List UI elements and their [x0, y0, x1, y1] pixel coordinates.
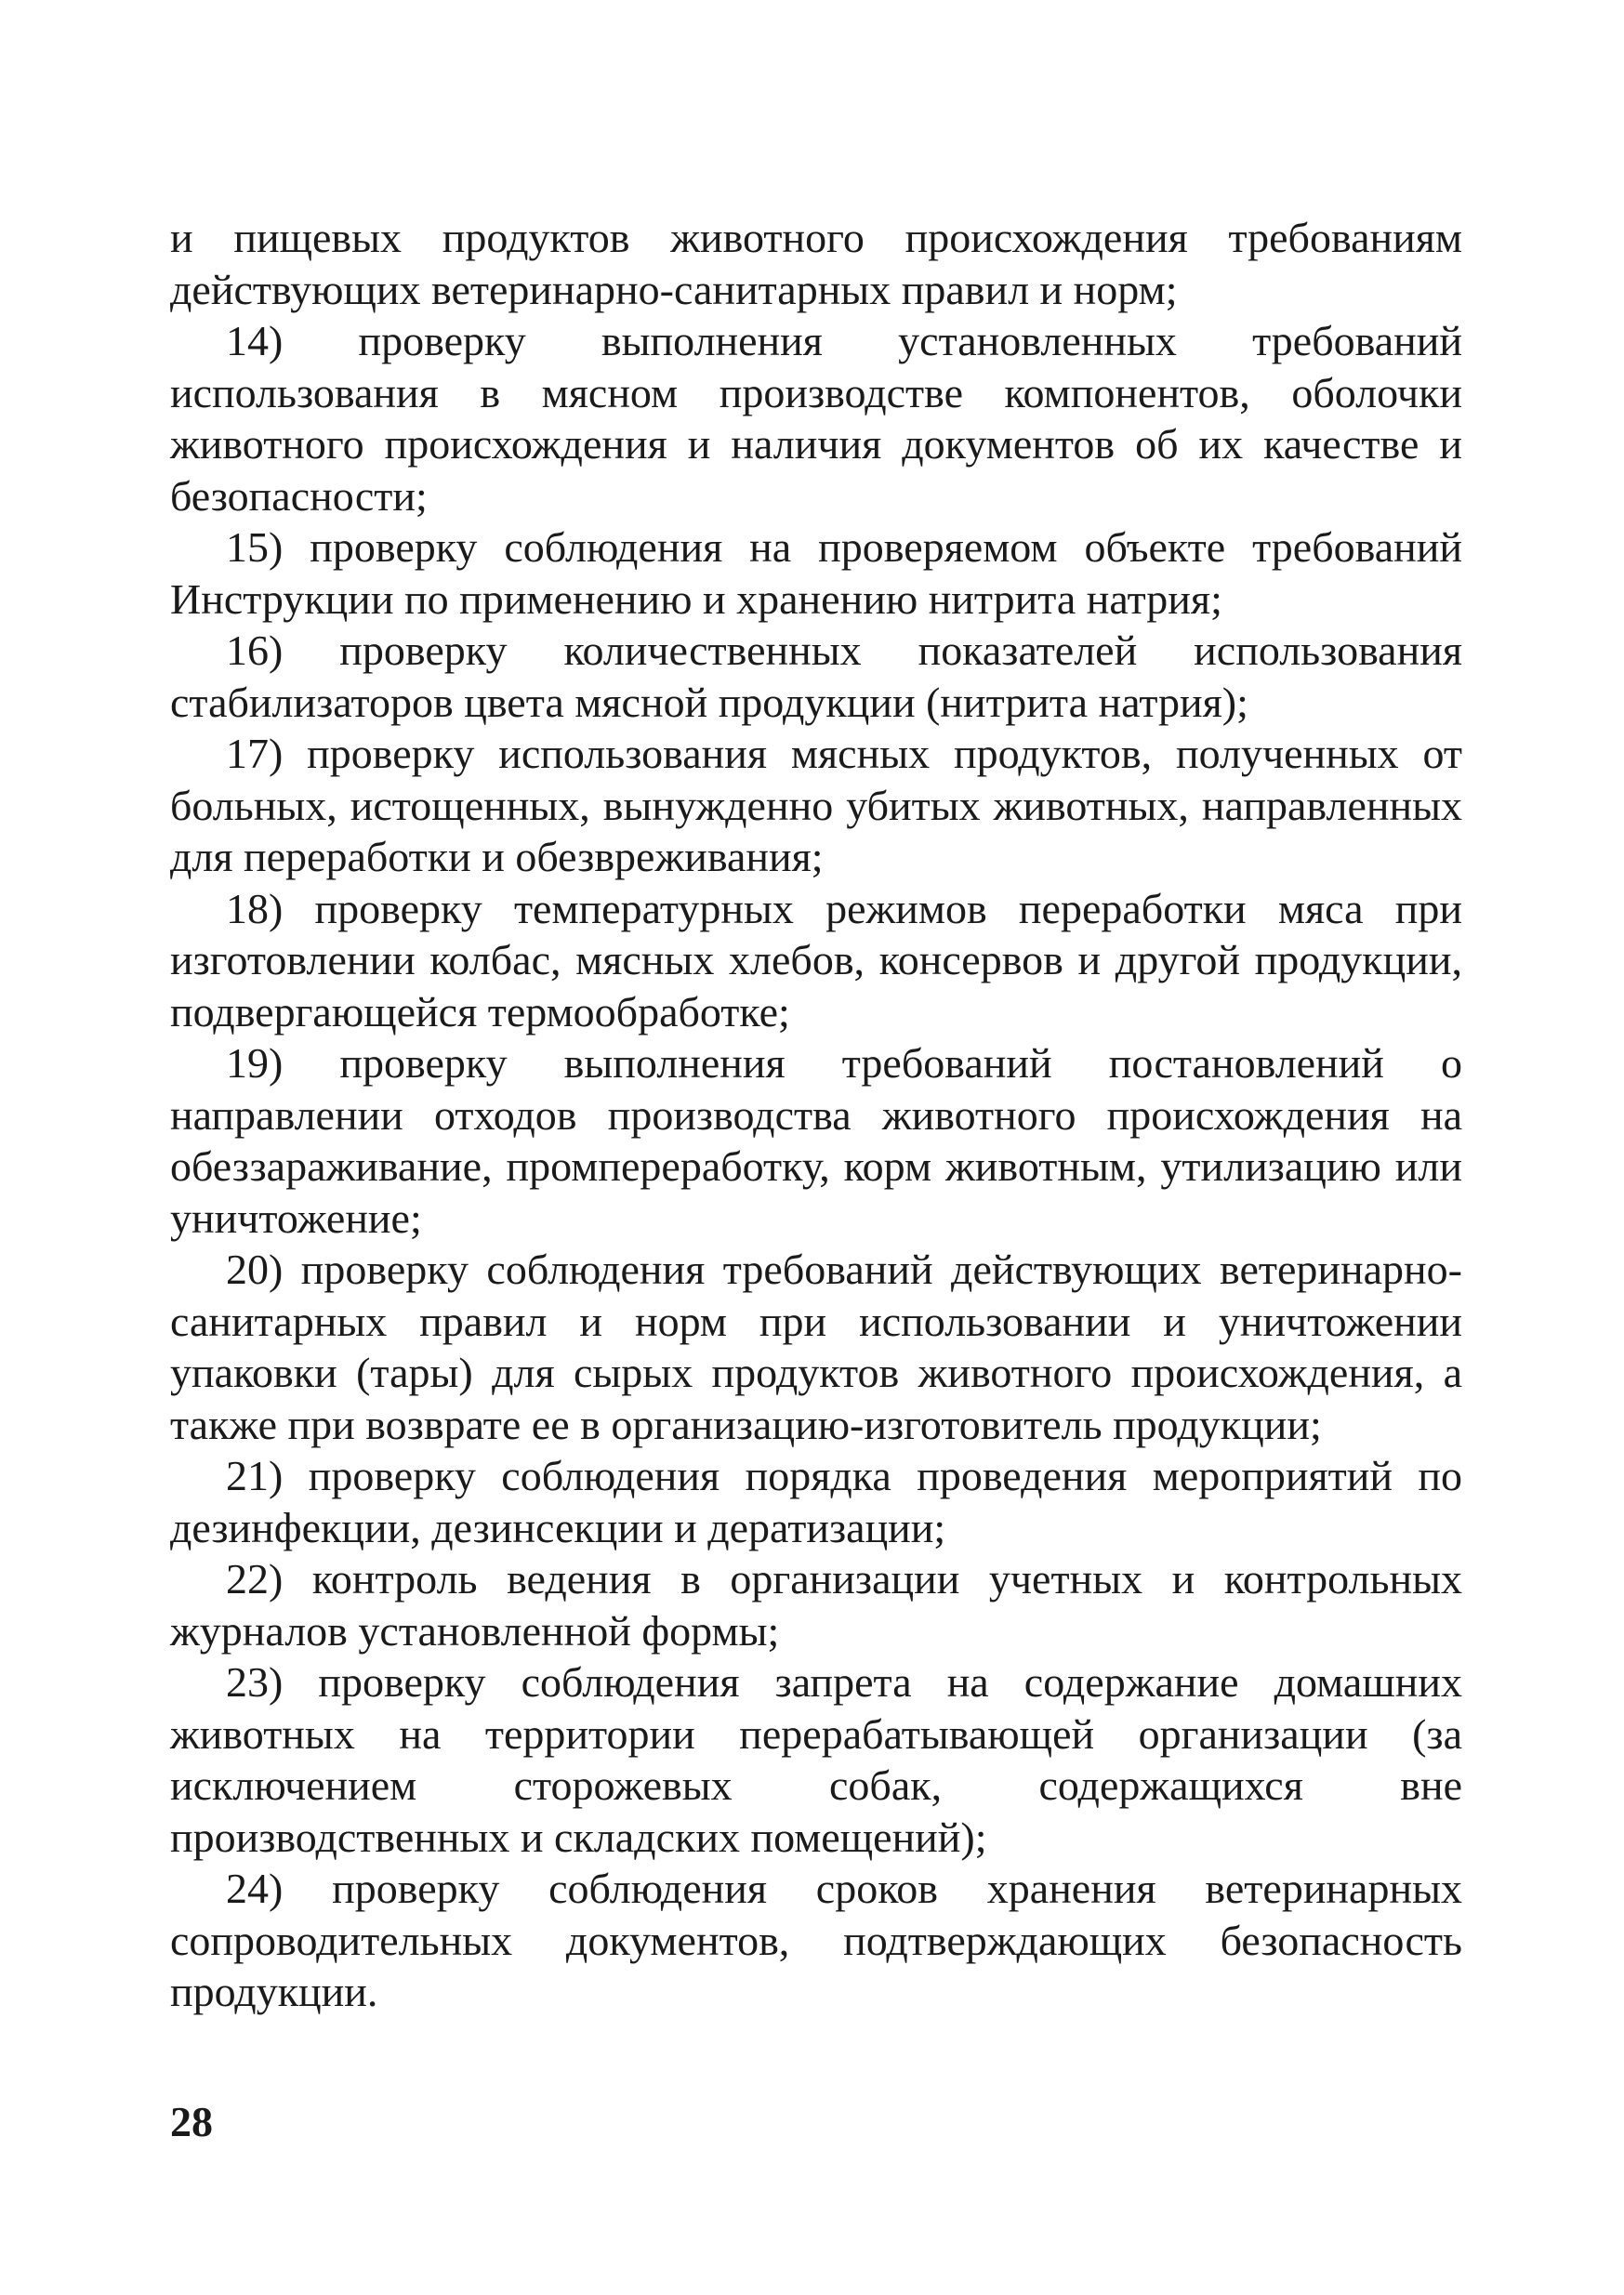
list-item-21: 21) проверку соблюдения порядка проведения мероприятий по дезинфекции, дезинсекции и дератизации; — [170, 1452, 1462, 1551]
list-item-18: 18) проверку температурных режимов переработки мяса при изготовлении колбас, мясных хлебов, консервов и другой продукции, подвергающейся термообработке; — [170, 884, 1462, 1035]
body-text — [170, 212, 1462, 2018]
list-item-23: 23) проверку соблюдения запрета на содержание домашних животных на территории перерабатывающей организации (за исключением сторожевых собак, содержащихся вне производственных и складских помещений); — [170, 1658, 1462, 1861]
list-item-20: 20) проверку соблюдения требований действующих ветеринарно-санитарных правил и норм при использовании и уничтожении упаковки (тары) для сырых продуктов животного происхождения, а также при возврате ее в организацию-изготовитель продукции; — [170, 1246, 1462, 1448]
list-item-16: 16) проверку количественных показателей использования стабилизаторов цвета мясной продукции (нитрита натрия); — [170, 627, 1462, 726]
list-item-19: 19) проверку выполнения требований постановлений о направлении отходов производства животного происхождения на обеззараживание, промпереработку, корм животным, утилизацию или уничтожение; — [170, 1039, 1462, 1242]
list-item-22: 22) контроль ведения в организации учетных и контрольных журналов установленной формы; — [170, 1555, 1462, 1655]
list-item-24: 24) проверку соблюдения сроков хранения ветеринарных сопроводительных документов, подтверждающих безопасность продукции. — [170, 1865, 1462, 2015]
list-item-15: 15) проверку соблюдения на проверяемом объекте требований Инструкции по применению и хранению нитрита натрия; — [170, 523, 1462, 623]
list-item-14: 14) проверку выполнения установленных требований использования в мясном производстве компонентов, оболочки животного происхождения и наличия документов об их качестве и безопасности; — [170, 317, 1462, 520]
list-item-17: 17) проверку использования мясных продуктов, полученных от больных, истощенных, вынужденно убитых животных, направленных для переработки и обезвреживания; — [170, 730, 1462, 880]
paragraph-continuation: и пищевых продуктов животного происхождения требованиям действующих ветеринарно-санитарных правил и норм; — [170, 214, 1462, 313]
page-number: 28 — [170, 2098, 213, 2145]
